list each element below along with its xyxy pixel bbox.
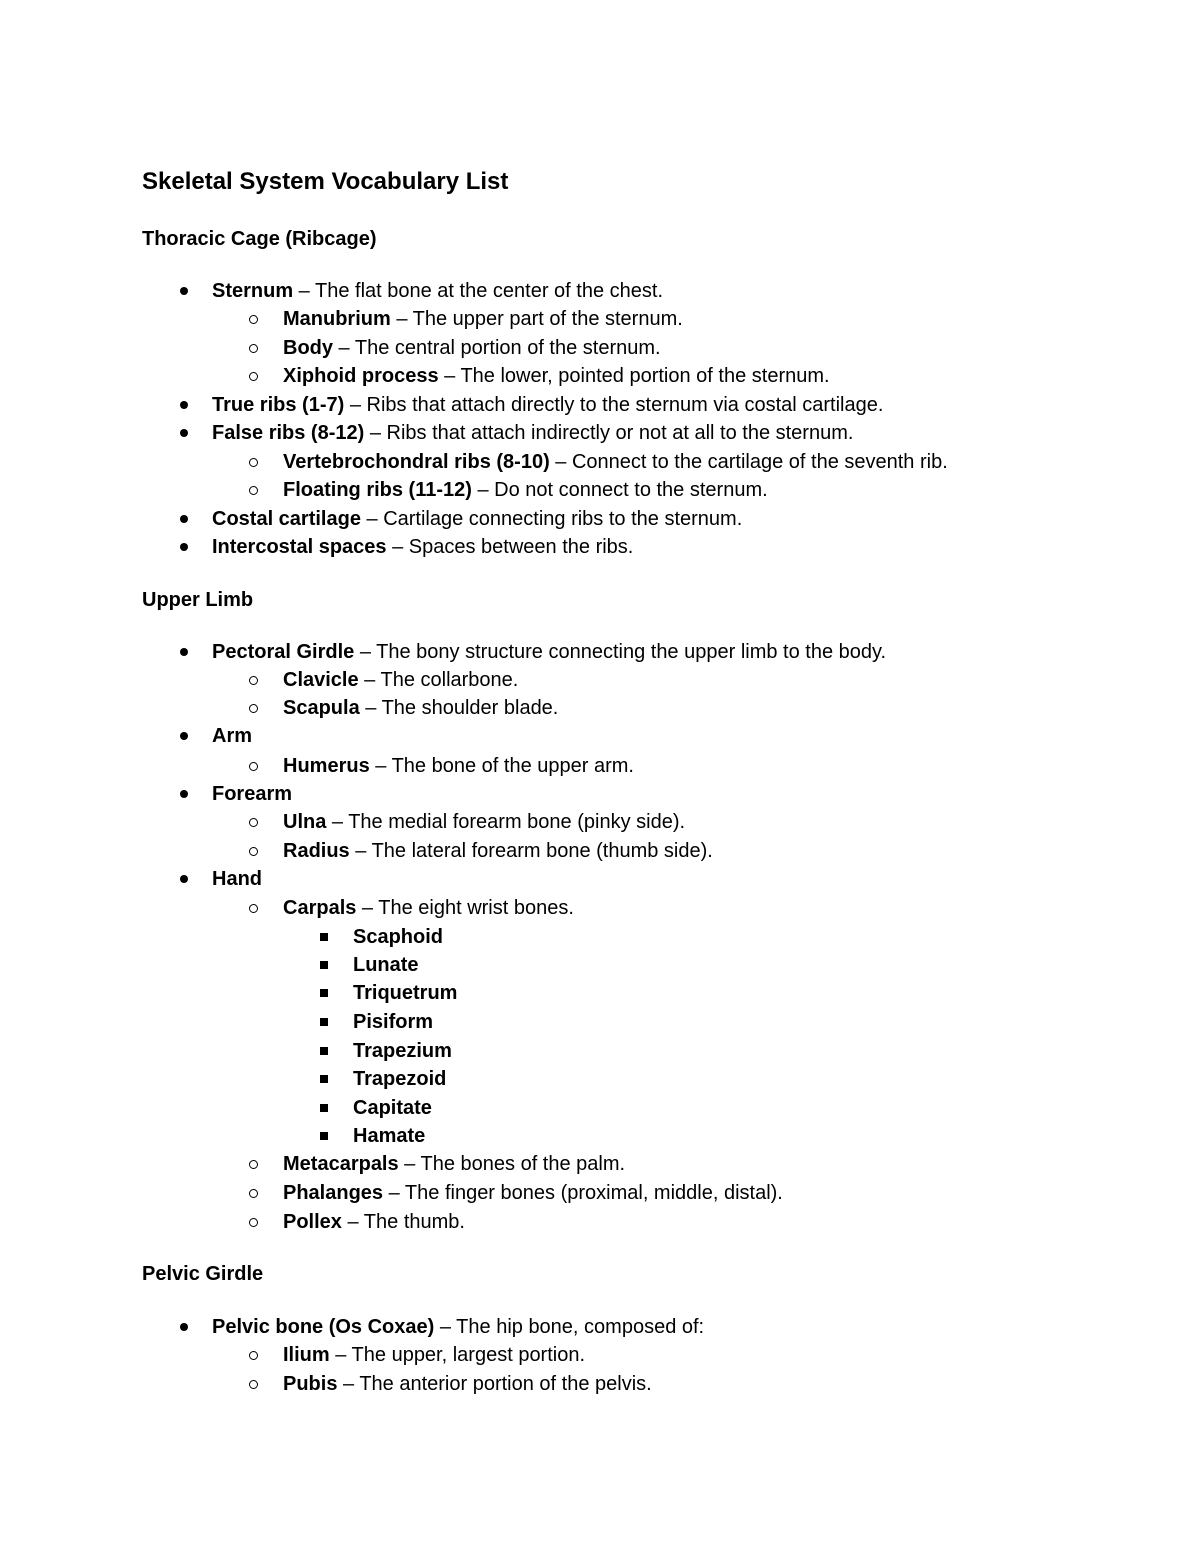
- square-bullet-icon: [318, 1008, 332, 1036]
- term: Sternum: [212, 280, 294, 302]
- section-heading-thoracic-cage: Thoracic Cage (Ribcage): [142, 228, 377, 250]
- hollow-circle-bullet-icon: [248, 1341, 262, 1369]
- term: False ribs (8-12): [212, 422, 365, 444]
- term: Floating ribs (11-12): [283, 479, 472, 501]
- definition: – Do not connect to the sternum.: [471, 479, 768, 501]
- definition: – Cartilage connecting ribs to the sternum.: [360, 508, 743, 530]
- definition: – The medial forearm bone (pinky side).: [326, 811, 686, 833]
- term: Costal cartilage: [212, 508, 361, 530]
- term: Vertebrochondral ribs (8-10): [283, 451, 550, 473]
- term: Pisiform: [353, 1011, 434, 1033]
- definition: – The upper, largest portion.: [329, 1344, 586, 1366]
- term: Triquetrum: [353, 982, 458, 1004]
- term: True ribs (1-7): [212, 394, 345, 416]
- term: Xiphoid process: [283, 365, 439, 387]
- definition: – The shoulder blade.: [359, 697, 559, 719]
- filled-circle-bullet-icon: [178, 1313, 192, 1341]
- filled-circle-bullet-icon: [178, 505, 192, 533]
- definition: – The anterior portion of the pelvis.: [337, 1373, 652, 1395]
- definition: – The flat bone at the center of the chest.: [293, 280, 663, 302]
- term: Pollex: [283, 1211, 342, 1233]
- hollow-circle-bullet-icon: [248, 305, 262, 333]
- hollow-circle-bullet-icon: [248, 694, 262, 722]
- term: Metacarpals: [283, 1153, 399, 1175]
- term: Scaphoid: [353, 926, 444, 948]
- term: Scapula: [283, 697, 360, 719]
- filled-circle-bullet-icon: [178, 533, 192, 561]
- square-bullet-icon: [318, 1037, 332, 1065]
- hollow-circle-bullet-icon: [248, 1150, 262, 1178]
- term: Manubrium: [283, 308, 391, 330]
- hollow-circle-bullet-icon: [248, 1208, 262, 1236]
- hollow-circle-bullet-icon: [248, 362, 262, 390]
- term: Pubis: [283, 1373, 338, 1395]
- filled-circle-bullet-icon: [178, 780, 192, 808]
- square-bullet-icon: [318, 951, 332, 979]
- term: Intercostal spaces: [212, 536, 387, 558]
- definition: – The upper part of the sternum.: [390, 308, 683, 330]
- term: Arm: [212, 725, 253, 747]
- square-bullet-icon: [318, 1122, 332, 1150]
- term: Trapezium: [353, 1040, 452, 1062]
- section-heading-upper-limb: Upper Limb: [142, 589, 254, 611]
- hollow-circle-bullet-icon: [248, 894, 262, 922]
- definition: – The bones of the palm.: [398, 1153, 626, 1175]
- definition: – The central portion of the sternum.: [333, 337, 661, 359]
- hollow-circle-bullet-icon: [248, 1179, 262, 1207]
- term: Ilium: [283, 1344, 330, 1366]
- term: Hand: [212, 868, 262, 890]
- square-bullet-icon: [318, 923, 332, 951]
- term: Trapezoid: [353, 1068, 447, 1090]
- definition: – The finger bones (proximal, middle, distal).: [383, 1182, 783, 1204]
- square-bullet-icon: [318, 1094, 332, 1122]
- term: Pelvic bone (Os Coxae): [212, 1316, 435, 1338]
- term: Phalanges: [283, 1182, 384, 1204]
- term: Clavicle: [283, 669, 359, 691]
- definition: – The bone of the upper arm.: [369, 755, 634, 777]
- definition: – Ribs that attach directly to the sternum via costal cartilage.: [344, 394, 884, 416]
- term: Radius: [283, 840, 350, 862]
- document-title: Skeletal System Vocabulary List: [142, 168, 509, 195]
- term: Humerus: [283, 755, 370, 777]
- hollow-circle-bullet-icon: [248, 837, 262, 865]
- definition: – The lateral forearm bone (thumb side).: [349, 840, 713, 862]
- hollow-circle-bullet-icon: [248, 448, 262, 476]
- square-bullet-icon: [318, 979, 332, 1007]
- definition: – The thumb.: [341, 1211, 465, 1233]
- hollow-circle-bullet-icon: [248, 752, 262, 780]
- section-heading-pelvic-girdle: Pelvic Girdle: [142, 1263, 264, 1285]
- term: Pectoral Girdle: [212, 641, 355, 663]
- filled-circle-bullet-icon: [178, 638, 192, 666]
- square-bullet-icon: [318, 1065, 332, 1093]
- term: Body: [283, 337, 333, 359]
- filled-circle-bullet-icon: [178, 391, 192, 419]
- filled-circle-bullet-icon: [178, 277, 192, 305]
- hollow-circle-bullet-icon: [248, 1370, 262, 1398]
- definition: – The eight wrist bones.: [356, 897, 574, 919]
- term: Carpals: [283, 897, 357, 919]
- definition: – Connect to the cartilage of the seventh rib.: [549, 451, 948, 473]
- definition: – The lower, pointed portion of the sternum.: [438, 365, 830, 387]
- hollow-circle-bullet-icon: [248, 808, 262, 836]
- definition: – Spaces between the ribs.: [386, 536, 634, 558]
- definition: – The collarbone.: [358, 669, 519, 691]
- filled-circle-bullet-icon: [178, 722, 192, 750]
- hollow-circle-bullet-icon: [248, 476, 262, 504]
- filled-circle-bullet-icon: [178, 419, 192, 447]
- term: Forearm: [212, 783, 293, 805]
- hollow-circle-bullet-icon: [248, 334, 262, 362]
- definition: – Ribs that attach indirectly or not at all to the sternum.: [364, 422, 854, 444]
- term: Hamate: [353, 1125, 426, 1147]
- term: Capitate: [353, 1097, 432, 1119]
- term: Lunate: [353, 954, 419, 976]
- definition: – The bony structure connecting the upper limb to the body.: [354, 641, 887, 663]
- definition: – The hip bone, composed of:: [434, 1316, 705, 1338]
- hollow-circle-bullet-icon: [248, 666, 262, 694]
- filled-circle-bullet-icon: [178, 865, 192, 893]
- term: Ulna: [283, 811, 327, 833]
